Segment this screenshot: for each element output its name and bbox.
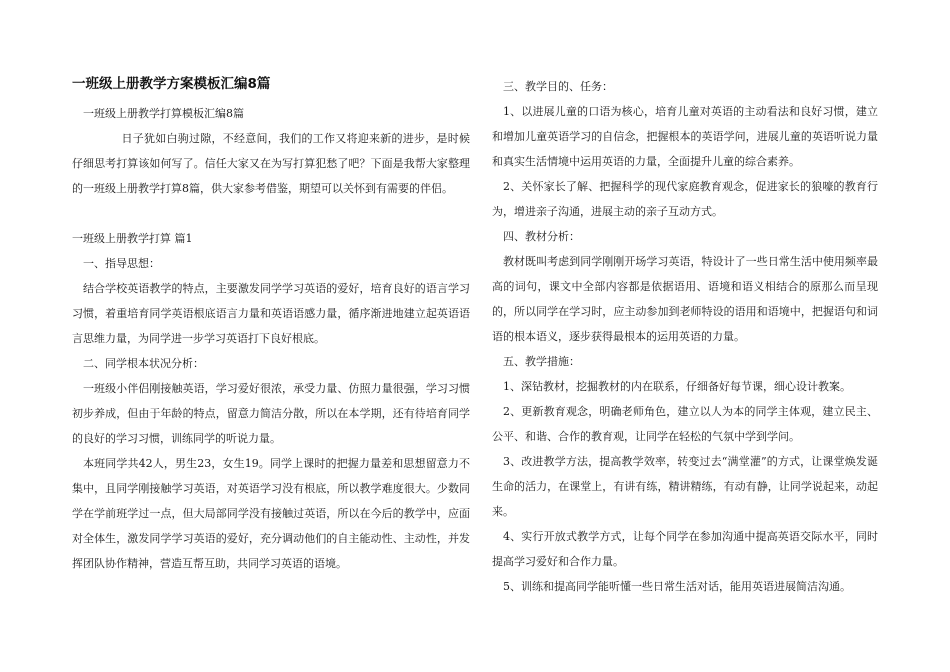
paragraph-goal-2: 2、关怀家长了解、把握科学的现代家庭教育观念，促进家长的狼嚎的教育行为，增进亲子沟通，进展主动的亲子互动方式。	[492, 180, 878, 218]
paragraph-goal-1: 1、以进展儿童的口语为核心，培育儿童对英语的主动看法和良好习惯，建立和增加儿童英语学习的自信念，把握根本的英语学问，进展儿童的英语听说力量和真实生活情境中运用英语的力量，全面提升儿童的综合素养。	[492, 105, 878, 168]
heading-textbook-analysis: 四、教材分析：	[503, 230, 580, 243]
paragraph-textbook-analysis: 教材既叫考虑到同学刚刚开场学习英语，特设计了一些日常生活中使用频率最高的词句，课文中全部内容都是依据语用、语境和语义相结合的原那么而呈现的，所以同学在学习时，应主动参加到老师特设的语用和语境中，把握语句和词语的根本语义，逐步获得最根本的运用英语的力量。	[492, 255, 878, 343]
left-column	[72, 74, 470, 576]
heading-goals: 三、教学目的、任务：	[503, 80, 613, 93]
right-column	[492, 74, 878, 599]
paragraph-student-analysis: 一班级小伴侣刚接触英语，学习爱好很浓，承受力量、仿照力量很强，学习习惯初步养成，但由于年龄的特点，留意力简洁分散，所以在本学期，还有待培育同学的良好的学习习惯，训练同学的听说力量。	[72, 382, 470, 445]
measure-item: 5、训练和提高同学能听懂一些日常生活对话，能用英语进展简洁沟通。	[503, 580, 851, 593]
document-subtitle: 一班级上册教学打算模板汇编8篇	[83, 107, 244, 120]
intro-paragraph: 日子犹如白驹过隙，不经意间，我们的工作又将迎来新的进步，是时候仔细思考打算该如何写了。信任大家又在为写打算犯愁了吧？下面是我帮大家整理的一班级上册教学打算8篇，供大家参考借鉴，期望可以关怀到有需要的伴侣。	[72, 132, 470, 195]
heading-measures: 五、教学措施：	[503, 355, 580, 368]
heading-student-analysis: 二、同学根本状况分析：	[83, 357, 204, 370]
paragraph-class-stats: 本班同学共42人，男生23，女生19。同学上课时的把握力量差和思想留意力不集中，且同学刚接触学习英语，对英语学习没有根底，所以教学难度很大。少数同学在学前班学过一点，但大局部同学没有接触过英语，所以在今后的教学中，应面对全体生，激发同学学习英语的爱好，充分调动他们的自主能动性、主动性，并发挥团队协作精神，营造互帮互助，共同学习英语的语境。	[72, 457, 470, 570]
section-title: 一班级上册教学打算 篇1	[72, 232, 193, 245]
measure-item: 1、深钻教材，挖掘教材的内在联系，仔细备好每节课，细心设计教案。	[503, 380, 851, 393]
measure-item: 4、实行开放式教学方式，让每个同学在参加沟通中提高英语交际水平，同时提高学习爱好和合作力量。	[492, 530, 878, 568]
measure-item: 2、更新教育观念，明确老师角色，建立以人为本的同学主体观，建立民主、公平、和谐、合作的教育观，让同学在轻松的气氛中学到学问。	[492, 405, 878, 443]
measure-item: 3、改进教学方法，提高教学效率，转变过去“满堂灌”的方式，让课堂焕发诞生命的活力，在课堂上，有讲有练，精讲精练，有动有静，让同学说起来，动起来。	[492, 455, 878, 518]
heading-guiding-thought: 一、指导思想：	[83, 257, 160, 270]
spacer	[72, 201, 470, 226]
document-title: 一班级上册教学方案模板汇编8篇	[72, 76, 271, 92]
paragraph-guiding-thought: 结合学校英语教学的特点，主要激发同学学习英语的爱好，培育良好的语言学习习惯，着重培育同学英语根底语言力量和英语语感力量，循序渐进地建立起英语语言思维力量，为同学进一步学习英语打下良好根底。	[72, 282, 470, 345]
